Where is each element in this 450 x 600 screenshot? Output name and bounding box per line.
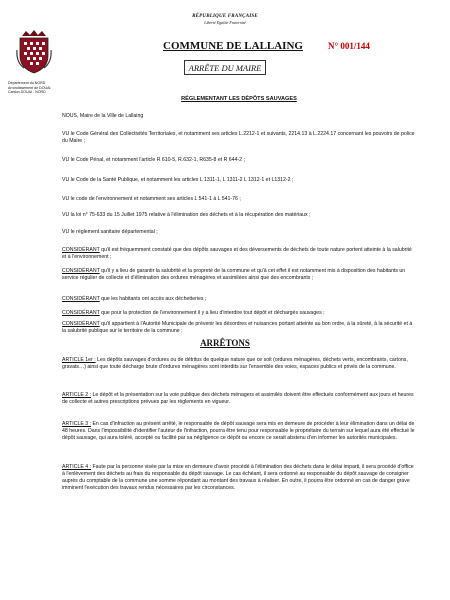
article-4 bbox=[62, 464, 417, 492]
article-text: En cas d'infraction au présent arrêté, le responsable de dépôt sauvage sera mis en demeure de procéder à leur élimination dans un délai de 48 heures. Dans l'impossibilité d'identifier l'auteur de l'infraction, pourra être tenu pour responsable le propriétaire du terrain sur lequel aura été effectué le dépôt sauvage, qui aura toléré, accepté ou facilité par sa négligence ce dépôt ou encore ce serait abstenu d'en informer les autorités municipales. bbox=[62, 421, 415, 441]
considerant-text: que les habitants ont accès aux déchetteries ; bbox=[99, 296, 207, 302]
considerant-text: qu'il y a lieu de garantir la salubrité et la propreté de la commune et qu'à cet effet il est notamment mis à disposition des habitants un service régulier de collecte et d'élimination des ordures ménagères et assimilées ainsi que des encombrants ; bbox=[62, 268, 406, 281]
considerant-1 bbox=[62, 247, 417, 261]
subject-heading: RÉGLEMENTANT LES DÉPÔTS SAUVAGES bbox=[181, 96, 297, 102]
department-line: Département du NORD bbox=[8, 81, 46, 85]
canton-line: Canton DOUAI - NORD bbox=[8, 90, 46, 95]
arretons-heading: ARRÊTONS bbox=[200, 338, 250, 348]
considerant-text: que pour la protection de l'environnement il y a lieu d'interdire tout dépôt et déchargés sauvages ; bbox=[99, 310, 325, 316]
considerant-text: qu'il appartient à l'Autorité Municipale de prévenir les désordres et nuisances portant atteinte au bon ordre, à la sûreté, à la sécurité et à la salubrité publique sur le territoire de la commune ; bbox=[62, 321, 413, 334]
article-text: Faute par la personne visée par la mise en demeure d'avoir procédé à l'élimination des déchets dans le délai imparti, il sera procédé d'office à l'enlèvement des déchets au frais du responsable du dépôt sauvage. Le cas échéant, il sera ordonné au responsable du dépôt sauvage de consigner auprès du comptable de la commune une somme répondant au montant des travaux à réaliser. En outre, il pourra être ordonné en cas de danger grave imminent l'exécution des travaux rendus nécessaires par les circonstances. bbox=[62, 464, 414, 491]
considerant-label: CONSIDÉRANT bbox=[62, 310, 100, 316]
article-1 bbox=[62, 357, 417, 371]
act-number: N° 001/144 bbox=[328, 41, 370, 51]
article-label: ARTICLE 2 : bbox=[62, 392, 92, 398]
article-3 bbox=[62, 421, 417, 442]
republic-header bbox=[150, 14, 300, 25]
act-type-box bbox=[184, 60, 266, 75]
considerant-label: CONSIDÉRANT bbox=[62, 247, 100, 253]
preamble-vu-cgct: VU le Code Général des Collectivités Territoriales, et notamment ses articles L.2212-1 et suivants, 2214.13 à L.2224.17 concernant les pouvoirs de police du Maire ; bbox=[62, 131, 415, 144]
act-type-label: ARRÊTE DU MAIRE bbox=[188, 62, 262, 73]
considerant-5 bbox=[62, 321, 417, 335]
republic-motto: Liberté Egalité Fraternité bbox=[204, 20, 246, 25]
considerant-4 bbox=[62, 310, 417, 317]
article-text: Les dépôts sauvages d'ordures ou de détritus de quelque nature que ce soit (ordures ménagères, déchets verts, encombrants, cartons, gravats…) ainsi que toute décharge brute d'ordures ménagères sont interdits sur l'ensemble des voies, espaces publics et privés de la commune. bbox=[62, 357, 408, 370]
republic-title: RÉPUBLIQUE FRANÇAISE bbox=[192, 14, 258, 19]
preamble-vu-reglement-sanitaire: VU le règlement sanitaire départemental ; bbox=[62, 229, 158, 235]
department-block bbox=[8, 81, 68, 95]
article-label: ARTICLE 4 : bbox=[62, 464, 92, 470]
article-2 bbox=[62, 392, 417, 406]
considerant-3 bbox=[62, 296, 417, 303]
considerant-2 bbox=[62, 268, 417, 282]
article-label: ARTICLE 3 : bbox=[62, 421, 92, 427]
considerant-label: CONSIDÉRANT bbox=[62, 296, 100, 302]
preamble-vu-environnement: VU le code de l'environnement et notamment ses articles L 541-1 à L 541-76 ; bbox=[62, 196, 241, 202]
considerant-label: CONSIDÉRANT bbox=[62, 268, 100, 274]
commune-title: COMMUNE DE LALLAING bbox=[163, 40, 303, 52]
article-text: Le dépôt et la présentation sur la voie publique des déchets ménagers et assimilés doivent être effectués conformément aux jours et heures de collecte et autres prescriptions prévues par les règlements en vigueur. bbox=[62, 392, 414, 405]
preamble-vu-code-penal: VU le Code Pénal, et notamment l'article R 610-5, R.632-1, R635-8 et R 644-2 ; bbox=[62, 157, 245, 163]
preamble-nous: NOUS, Maire de la Ville de Lallaing bbox=[62, 113, 144, 119]
preamble-vu-sante-publique: VU le Code de la Santé Publique, et notamment les articles L 1311-1, L 1311-2 L 1312-1 et L1312-2 ; bbox=[62, 177, 294, 183]
coat-of-arms-icon bbox=[16, 30, 52, 74]
article-label: ARTICLE 1er : bbox=[62, 357, 96, 363]
considerant-text: qu'il est fréquemment constaté que des dépôts sauvages et des déversements de déchets de toute nature portent atteinte à la salubrité et à l'environnement ; bbox=[62, 247, 412, 260]
arrondissement-line: Arrondissement de DOUAI bbox=[8, 85, 51, 90]
considerant-label: CONSIDÉRANT bbox=[62, 321, 100, 327]
preamble-vu-loi-1975: VU la loi n° 75-633 du 15 Juillet 1975 relative à l'élimination des déchets et à la récupération des matériaux ; bbox=[62, 212, 311, 218]
